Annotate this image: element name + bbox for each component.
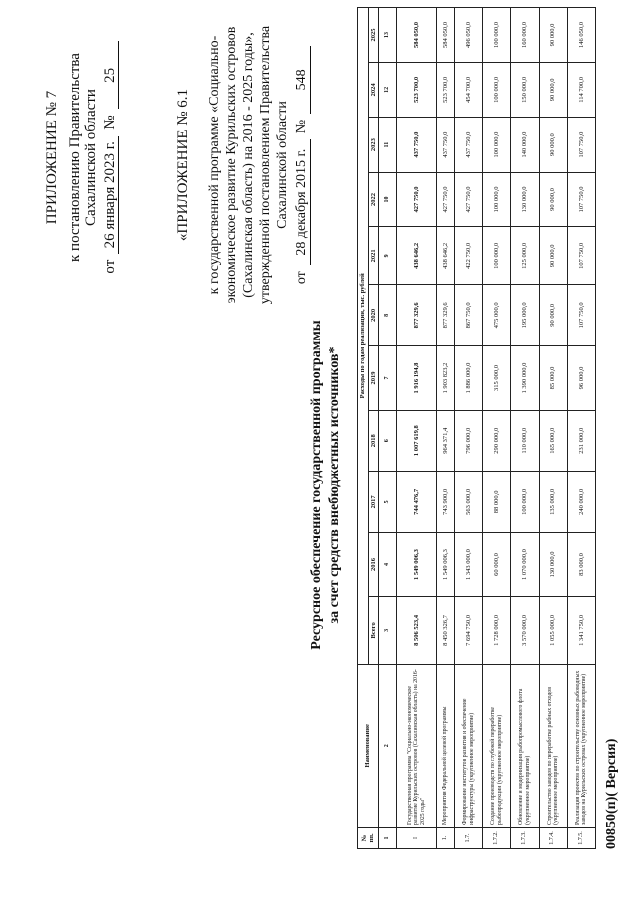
row-year-value: 438 646,2: [397, 227, 437, 285]
table-header-row-1: [358, 8, 369, 849]
column-index: 2: [379, 664, 397, 827]
row-year-value: 1 549 006,3: [436, 532, 454, 596]
header-no: № пп.: [358, 827, 379, 848]
appendix-6-1-line-5: Сахалинской области: [275, 101, 290, 229]
header-year: 2019: [368, 346, 379, 410]
row-year-value: 90 000,0: [539, 62, 567, 117]
row-year-value: 437 750,0: [455, 117, 483, 172]
row-year-value: 743 900,0: [436, 471, 454, 532]
row-year-value: 290 000,0: [483, 410, 511, 471]
row-year-value: 100 000,0: [483, 62, 511, 117]
resource-table: [357, 7, 596, 849]
row-year-value: 796 000,0: [455, 410, 483, 471]
row-year-value: 437 750,0: [397, 117, 437, 172]
row-year-value: 964 371,4: [436, 410, 454, 471]
column-index: 3: [379, 597, 397, 664]
table-row: [539, 8, 567, 849]
row-year-value: 1 903 823,2: [436, 346, 454, 410]
row-year-value: 744 476,7: [397, 471, 437, 532]
row-year-value: 90 000,0: [539, 172, 567, 227]
row-year-value: 107 750,0: [567, 227, 595, 285]
row-total: 8 506 523,4: [397, 597, 437, 664]
column-index: 4: [379, 532, 397, 596]
row-year-value: 100 000,0: [483, 227, 511, 285]
column-index: 5: [379, 471, 397, 532]
header-year: 2018: [368, 410, 379, 471]
row-year-value: 100 000,0: [483, 117, 511, 172]
header-year: 2023: [368, 117, 379, 172]
row-year-value: 1 070 000,0: [511, 532, 539, 596]
appendix-6-1-line-4: утвержденной постановлением Правительства: [258, 25, 273, 305]
appendix-6-1-header: [175, 20, 311, 310]
row-year-value: 195 000,0: [511, 285, 539, 346]
appendix-7-line-1: к постановлению Правительства: [66, 53, 83, 262]
row-year-value: 877 329,6: [436, 285, 454, 346]
row-number: 1.7.: [455, 827, 483, 848]
column-index: 10: [379, 172, 397, 227]
row-year-value: 523 700,0: [436, 62, 454, 117]
row-year-value: 90 000,0: [539, 285, 567, 346]
row-year-value: 584 050,0: [436, 8, 454, 63]
column-index: 12: [379, 62, 397, 117]
row-year-value: 140 000,0: [511, 117, 539, 172]
row-total: 1 341 750,0: [567, 597, 595, 664]
row-year-value: 90 000,0: [539, 117, 567, 172]
resource-table-wrapper: [357, 7, 596, 849]
header-name: Наименование: [358, 664, 379, 827]
header-year: 2024: [368, 62, 379, 117]
row-year-value: 85 000,0: [539, 346, 567, 410]
document-title-line-2: за счет средств внебюджетных источников*: [327, 346, 342, 624]
appendix-6-1-date: 28 декабря 2015 г.: [293, 139, 311, 265]
appendix-6-1-number: 548: [293, 46, 311, 114]
row-name: Создание производств по глубокой переработке рыбопродукции (укрупненное мероприятие): [483, 664, 511, 827]
document-title: [308, 205, 344, 765]
row-year-value: 90 000,0: [539, 227, 567, 285]
column-index: 1: [379, 827, 397, 848]
row-year-value: 475 000,0: [483, 285, 511, 346]
row-year-value: 422 750,0: [455, 227, 483, 285]
row-year-value: 1 343 000,0: [455, 532, 483, 596]
row-year-value: 107 750,0: [567, 172, 595, 227]
row-year-value: 1 886 000,0: [455, 346, 483, 410]
row-year-value: 90 000,0: [539, 8, 567, 63]
row-year-value: 146 050,0: [567, 8, 595, 63]
row-number: 1.: [436, 827, 454, 848]
row-year-value: 867 750,0: [455, 285, 483, 346]
row-year-value: 60 000,0: [483, 532, 511, 596]
row-year-value: 523 700,0: [397, 62, 437, 117]
row-year-value: 240 000,0: [567, 471, 595, 532]
row-number: 1.7.5.: [567, 827, 595, 848]
appendix-7-num-label: №: [101, 115, 118, 130]
row-year-value: 130 000,0: [539, 532, 567, 596]
row-year-value: 427 750,0: [397, 172, 437, 227]
row-year-value: 88 000,0: [483, 471, 511, 532]
appendix-6-1-from-label: от: [294, 271, 309, 285]
row-name: Государственная программа "Социально-экономическое развитие Курильских островов (Сахалинская область) на 2016-2025 годы": [397, 664, 437, 827]
row-total: 3 570 000,0: [511, 597, 539, 664]
footer-stamp: 00850(п)( Версия): [604, 738, 619, 849]
row-number: 1.7.4.: [539, 827, 567, 848]
appendix-7-line-2: Сахалинской области: [83, 89, 99, 226]
column-index: 11: [379, 117, 397, 172]
row-year-value: 437 750,0: [436, 117, 454, 172]
row-total: 1 055 000,0: [539, 597, 567, 664]
column-index-row: [379, 8, 397, 849]
table-row: [567, 8, 595, 849]
row-year-value: 110 000,0: [511, 410, 539, 471]
row-total: 7 694 750,0: [455, 597, 483, 664]
row-year-value: 496 050,0: [455, 8, 483, 63]
appendix-7-title: ПРИЛОЖЕНИЕ № 7: [44, 90, 60, 225]
appendix-7-header: [44, 30, 119, 285]
table-row: [511, 8, 539, 849]
document-title-line-1: Ресурсное обеспечение государственной программы: [309, 320, 324, 650]
header-year: 2017: [368, 471, 379, 532]
row-year-value: 96 000,0: [567, 346, 595, 410]
column-index: 7: [379, 346, 397, 410]
table-row: [397, 8, 437, 849]
row-name: Реализация проектов по строительству основных рыбоводных заводов на Курильских островах (укрупненное мероприятие): [567, 664, 595, 827]
header-year: 2022: [368, 172, 379, 227]
appendix-6-1-line-1: к государственной программе «Социально-: [207, 35, 222, 295]
row-year-value: 125 000,0: [511, 227, 539, 285]
row-year-value: 231 000,0: [567, 410, 595, 471]
row-year-value: 1 007 619,8: [397, 410, 437, 471]
row-name: Строительство заводов по переработке рыбных отходов (укрупненное мероприятие): [539, 664, 567, 827]
appendix-6-1-line-2: экономическое развитие Курильских островов: [224, 26, 239, 304]
row-year-value: 1 390 000,0: [511, 346, 539, 410]
row-year-value: 100 000,0: [483, 8, 511, 63]
header-year: 2021: [368, 227, 379, 285]
appendix-7-number: 25: [102, 41, 120, 109]
table-row: [436, 8, 454, 849]
appendix-6-1-num-label: №: [294, 119, 309, 134]
header-expenses: Расходы по годам реализации, тыс. рублей: [358, 8, 369, 665]
row-year-value: 150 000,0: [511, 62, 539, 117]
column-index: 8: [379, 285, 397, 346]
column-index: 9: [379, 227, 397, 285]
row-year-value: 83 000,0: [567, 532, 595, 596]
row-year-value: 563 000,0: [455, 471, 483, 532]
row-year-value: 160 000,0: [511, 8, 539, 63]
row-year-value: 1 549 006,3: [397, 532, 437, 596]
header-year: 2025: [368, 8, 379, 63]
header-year: 2020: [368, 285, 379, 346]
row-year-value: 1 916 194,8: [397, 346, 437, 410]
row-year-value: 165 000,0: [539, 410, 567, 471]
appendix-7-date: 26 января 2023 г.: [102, 136, 120, 254]
appendix-6-1-line-3: (Сахалинская область) на 2016 - 2025 годы»,: [241, 32, 256, 298]
row-year-value: 454 700,0: [455, 62, 483, 117]
row-year-value: 100 000,0: [511, 471, 539, 532]
table-row: [483, 8, 511, 849]
row-year-value: 114 700,0: [567, 62, 595, 117]
row-number: 1.7.2.: [483, 827, 511, 848]
row-number: 1.7.3.: [511, 827, 539, 848]
column-index: 13: [379, 8, 397, 63]
row-number: I: [397, 827, 437, 848]
row-year-value: 438 646,2: [436, 227, 454, 285]
appendix-6-1-title: «ПРИЛОЖЕНИЕ № 6.1: [175, 88, 191, 242]
row-year-value: 107 750,0: [567, 285, 595, 346]
row-year-value: 315 000,0: [483, 346, 511, 410]
row-total: 1 728 000,0: [483, 597, 511, 664]
row-year-value: 427 750,0: [455, 172, 483, 227]
row-name: Формирование институтов развития и обеспечение инфраструктуры (укрупненное мероприятие): [455, 664, 483, 827]
row-year-value: 584 050,0: [397, 8, 437, 63]
header-total: Всего: [368, 597, 379, 664]
appendix-7-from-label: от: [101, 259, 118, 274]
row-year-value: 877 329,6: [397, 285, 437, 346]
row-year-value: 107 750,0: [567, 117, 595, 172]
row-year-value: 130 000,0: [511, 172, 539, 227]
row-name: Обновление и модернизация рыбопромыслового флота (укрупненное мероприятие): [511, 664, 539, 827]
column-index: 6: [379, 410, 397, 471]
row-total: 8 450 326,7: [436, 597, 454, 664]
row-year-value: 100 000,0: [483, 172, 511, 227]
row-year-value: 427 750,0: [436, 172, 454, 227]
header-year: 2016: [368, 532, 379, 596]
table-row: [455, 8, 483, 849]
row-name: Мероприятия Федеральной целевой программы: [436, 664, 454, 827]
appendix-7-dateline: [102, 30, 120, 285]
row-year-value: 135 000,0: [539, 471, 567, 532]
